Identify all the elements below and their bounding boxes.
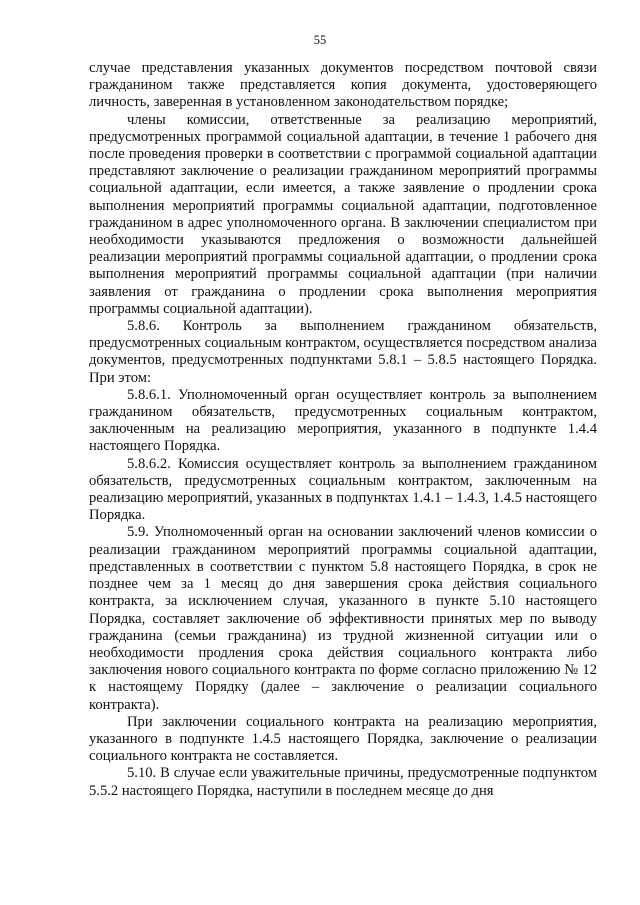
paragraph-5-8-6: 5.8.6. Контроль за выполнением гражданином обязательств, предусмотренных социальным контрактом, осуществляется посредством анализа документов, предусмотренных подпунктами 5.8.1 – 5.8.5 настоящего Порядка. При этом:	[89, 318, 597, 386]
paragraph-5-8-6-2: 5.8.6.2. Комиссия осуществляет контроль за выполнением гражданином обязательств, предусмотренных социальным контрактом, заключенным на реализацию мероприятий, указанных в подпунктах 1.4.1 – 1.4.3, 1.4.5 настоящего Порядка.	[89, 455, 597, 524]
paragraph-5-10: 5.10. В случае если уважительные причины, предусмотренные подпунктом 5.5.2 настоящего Порядка, наступили в последнем месяце до дня	[89, 765, 597, 799]
paragraph-5-8-6-1: 5.8.6.1. Уполномоченный орган осуществляет контроль за выполнением гражданином обязательств, предусмотренных социальным контрактом, заключенным на реализацию мероприятия, указанного в подпункте 1.4.4 настоящего Порядка.	[89, 386, 597, 455]
document-body	[89, 60, 597, 800]
paragraph-contract-note: При заключении социального контракта на реализацию мероприятия, указанного в подпункте 1.4.5 настоящего Порядка, заключение о реализации социального контракта не составляется.	[89, 713, 597, 765]
paragraph-commission-members: члены комиссии, ответственные за реализацию мероприятий, предусмотренных программой социальной адаптации, в течение 1 рабочего дня после проведения проверки в соответствии с программой социальной адаптации представляют заключение о реализации гражданином мероприятий программы социальной адаптации, если имеется, а также заявление о продлении срока выполнения мероприятий программы социальной адаптации, подготовленное гражданином в адрес уполномоченного органа. В заключении специалистом при необходимости указываются предложения о возможности дальнейшей реализации мероприятий программы социальной адаптации, о продлении срока выполнения мероприятий программы социальной адаптации (при наличии заявления от гражданина о продлении срока выполнения мероприятия программы социальной адаптации).	[89, 111, 597, 317]
paragraph-continuation: случае представления указанных документов посредством почтовой связи гражданином также представляется копия документа, удостоверяющего личность, заверенная в установленном законодательством порядке;	[89, 60, 597, 111]
paragraph-5-9: 5.9. Уполномоченный орган на основании заключений членов комиссии о реализации гражданином мероприятий программы социальной адаптации, представленных в соответствии с пунктом 5.8 настоящего Порядка, в срок не позднее чем за 1 месяц до дня завершения срока действия социального контракта, за исключением случая, указанного в пункте 5.10 настоящего Порядка, составляет заключение об эффективности принятых мер по выводу гражданина (семьи гражданина) из трудной жизненной ситуации или о необходимости продления срока действия социального контракта либо заключения нового социального контракта по форме согласно приложению № 12 к настоящему Порядку (далее – заключение о реализации социального контракта).	[89, 524, 597, 713]
page-number: 55	[313, 33, 327, 47]
